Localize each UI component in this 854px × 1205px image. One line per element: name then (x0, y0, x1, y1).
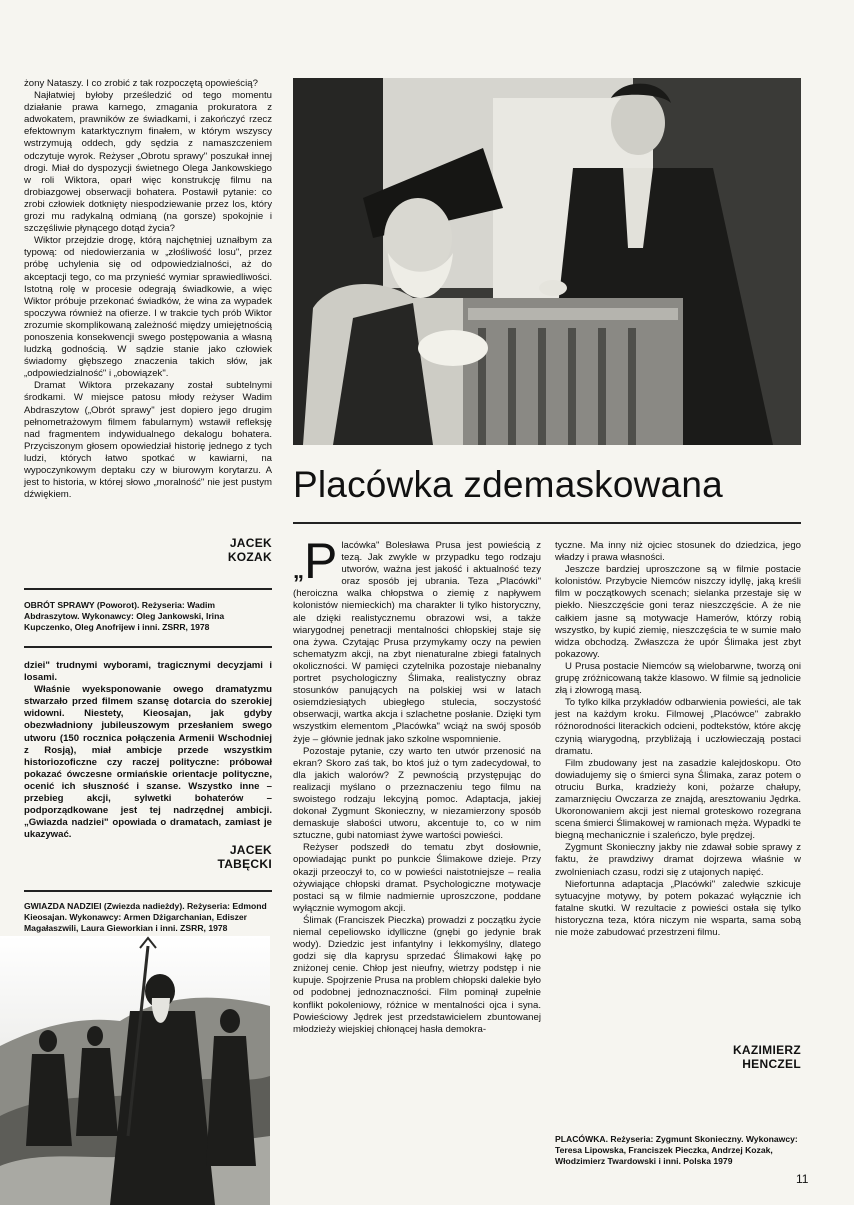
author-last-name: KOZAK (227, 550, 272, 564)
author-kazimierz-henczel (620, 1043, 801, 1071)
article-gwiazda-nadziei-text (24, 660, 272, 841)
author-jacek-tabecki (140, 843, 272, 871)
film-credits-placowka: PLACÓWKA. Reżyseria: Zygmunt Skonieczny. Wykonawcy: Teresa Lipowska, Franciszek Pieczka, Andrzej Kozak, Włodzimierz Twardowski i inni. Polska 1979 (555, 1134, 798, 1166)
paragraph: dziei" trudnymi wyborami, tragicznymi decyzjami i losami. (24, 660, 272, 684)
article-obrot-sprawy-text (24, 78, 272, 501)
dropcap-letter: P (304, 533, 338, 589)
headline-underline (293, 522, 801, 524)
paragraph: Reżyser podszedł do tematu zbyt dosłownie, opowiadając punkt po punkcie Ślimakowe dzieje. Przy okazji przeoczył to, co w powieści naistotniejsze – realia ożywiające chłopski dramat. Psychologiczne motywacje postaci są w filmie nadmiernie uproszczone, poddane wyłącznie wymogom akcji. (293, 842, 541, 914)
paragraph: Dramat Wiktora przekazany został subtelnymi środkami. W miejsce patosu młody reżyser Wadim Abdraszytow („Obrót sprawy" jest dopiero jego drugim pełnometrażowym filmem fabularnym) wstawił refleksję nad fragmentem indywidualnego dekalogu bohatera. Przyciszonym głosem opowiedział historię jednego z tych ludzi, których łatwo spotkać w kawiarni, na wypoczynkowym deptaku czy w biurowym korytarzu. A jest to historia, w której słowo „moralność" nie jest pustym dźwiękiem. (24, 380, 272, 501)
divider-credits-2-top (24, 890, 272, 892)
divider-credits-1-top (24, 588, 272, 590)
paragraph: Zygmunt Skonieczny jakby nie zdawał sobie sprawy z faktu, że prawdziwy dramat dojrzewa właśnie w zwolnieniach czasu, rodzi się z utajonych napięć. (555, 842, 801, 878)
divider-credits-1-bottom (24, 646, 272, 648)
paragraph: Film zbudowany jest na zasadzie kalejdoskopu. Oto dowiadujemy się o śmierci syna Ślimaka, zaraz potem o otruciu Burka, kradzieży koni, pożarze chałupy, zamarznięciu Owczarza ze znajdą, aresztowaniu Jędrka. Ukoronowaniem akcji jest niemal groteskowo rozegrana scena śmierci Ślimakowej w ramionach męża. Wypadki te biegną mechanicznie i szaleńczo, byle prędzej. (555, 757, 801, 842)
paragraph: U Prusa postacie Niemców są wielobarwne, tworzą oni grupę zróżnicowaną także klasowo. W filmie są jednolicie złą i złowrogą masą. (555, 660, 801, 697)
paragraph: Pozostaje pytanie, czy warto ten utwór przenosić na ekran? Skoro zaś tak, bo ktoś już o tym zadecydował, to dla jakich walorów? Z pewnością przystępując do realizacji myślano o przeznaczeniu tego filmu na swoistego rodzaju lekcyjną pomoc. Adaptacja, jakiej dokonał Zygmunt Skonieczny, w niezamierzony sposób demaskuje słabości utworu, akcentuje to, co w nim sztuczne, gubi natomiast żywe wartości powieści. (293, 745, 541, 842)
headline: Placówka zdemaskowana (293, 464, 723, 505)
author-last-name: TABĘCKI (217, 857, 272, 871)
paragraph: lacówka" Bolesława Prusa jest powieścią z tezą. Jak zwykle w przypadku tego rodzaju utworów, ważna jest jakość i aktualność tezy oraz sposób jej ubrania. Teza „Placówki" (heroiczna walka chłopstwa o ziemię z napływem kolonistów niemieckich) ma charakter li tylko historyczny, ale dzięki realistycznemu obrazowi wsi, a także wiarygodnej penetracji mentalności chłopskiej staje się ona żywa. Czytając Prusa przymykamy oczy na pewien schematyzm akcji, na zbyt nienaturalne zbiegi fatalnych okoliczności. W pamięci czytelnika pozostaje niebanalny portret psychologiczny Ślimaka, realistyczny obraz stosunków panujących na polskiej wsi w latach osiemdziesiątych ubiegłego stulecia, soczystość obserwacji, wartka akcja i szlachetne posłanie. Dzięki tym wszystkim elementom „Placówka" wciąż na swój sposób żyje – głównie jednak jako szkolne wspomnienie. (293, 540, 541, 745)
film-credits-gwiazda-nadziei: GWIAZDA NADZIEI (Zwiezda nadieżdy). Reżyseria: Edmond Kieosajan. Wykonawcy: Armen Dżigarchanian, Ediszer Magałaszwili, Laura Gieworkian i inni. ZSRR, 1978 (24, 901, 267, 933)
film-credits-obrot-sprawy: OBRÓT SPRAWY (Poworot). Reżyseria: Wadim Abdraszytow. Wykonawcy: Oleg Jankowski, Irina Kupczenko, Oleg Anofrijew i inni. ZSRR, 1978 (24, 600, 225, 632)
film-still-gwiazda-nadziei (0, 936, 270, 1205)
paragraph: Wiktor przejdzie drogę, którą najchętniej uznałbym za typową: od niedowierzania w „złośliwość losu", przez próbę uchylenia się od odpowiedzialności, aż do akceptacji tego, co ma przynieść wymiar sprawiedliwości. Istotną rolę w procesie odegrają świadkowie, a więc Wiktor próbuje przekonać świadków, że wina za wypadek spoczywa również na ofierze. I w trakcie tych prób Wiktor zrozumie skomplikowaną zależność między umiejętnością ponoszenia konsekwencji swego postępowania a własną ludzką godnością. W sądzie stanie jako człowiek świadomy głębszego znaczenia takich słów, jak „odpowiedzialność" i „obowiązek". (24, 235, 272, 380)
paragraph: tyczne. Ma inny niż ojciec stosunek do dziedzica, jego władzy i prawa własności. (555, 540, 801, 564)
article-placowka-column-1 (293, 533, 541, 1036)
dropcap-quote: „ (293, 558, 304, 583)
article-placowka-column-2 (555, 540, 801, 939)
author-jacek-kozak (140, 536, 272, 564)
paragraph: Ślimak (Franciszek Pieczka) prowadzi z początku życie niemal cepeliowsko idylliczne (gnębi go jedynie brak wody). Dziedzic jest infantylny i lekkomyślny, dlatego godzi się dla kaprysu sprzedać Ślimakowi łąkę po zniżonej cenie. Chłop jest nieufny, wietrzy podstęp i nie kupuje. Spojrzenie Prusa na problem chłopski dalekie było od podobnej jednoznaczności. Film pominął zupełnie konflikt pokoleniowy, różnice w mentalności ojca i syna. Powieściowy Jędrek jest przedstawicielem zbuntowanej młodzieży wiejskiej chłonącej hasła demokra- (293, 914, 541, 1035)
paragraph: Jeszcze bardziej uproszczone są w filmie postacie kolonistów. Przybycie Niemców niszczy idyllę, jaką kreśli film w początkowych scenach; sielanka przestaje się w piekło. Nieszczęście goni teraz nieszczęście. A że nie całkiem jasne są motywacje Hamerów, którzy robią wszystko, by kupić ziemię, nieszczęścia te w sumie mało widza obchodzą. Zwłaszcza że upór Ślimaka jest zbyt pokazowy. (555, 564, 801, 660)
author-last-name: HENCZEL (742, 1057, 801, 1071)
author-first-name: KAZIMIERZ (732, 1043, 801, 1057)
paragraph: żony Nataszy. I co zrobić z tak rozpoczętą opowieścią? (24, 78, 258, 89)
paragraph: To tylko kilka przykładów odbarwienia powieści, ale tak jest na każdym kroku. Filmowej „Placówce" zabrakło różnorodności literackich odcieni, podtekstów, które akcję czynią wiarygodną, przybliżają i uczłowieczają postaci dramatu. (555, 697, 801, 757)
paragraph: Najłatwiej byłoby prześledzić od tego momentu działanie prawa karnego, zmagania prokuratora z adwokatem, prawników ze świadkami, i zakończyć rzecz efektownym katarktycznym finałem, w którym wszyscy wstrzymują oddech, gdy sędzia z namaszczeniem odczytuje wyrok. Reżyser „Obrotu sprawy" poszukał innej drogi. Miał do dyspozycji świetnego Olega Jankowskiego w roli Wiktora, oparł więc konstrukcję filmu na drobiazgowej obserwacji bohatera. Postawił pytanie: co zrobi człowiek dotknięty niespodziewanie przez los, który grozi mu radykalną odmianą (na gorsze) spokojnie i szczęśliwie płynącego dotąd życia? (24, 90, 272, 235)
paragraph: Niefortunna adaptacja „Placówki" zaledwie szkicuje sytuacyjne motywy, by potem pokazać wyłącznie ich fatalne skutki. W rezultacie z powieści ostała się tylko historyczna teza, która niczym nie wsparta, sama sobą nie może zabudować przestrzeni filmu. (555, 878, 801, 938)
paragraph: Właśnie wyeksponowanie owego dramatyzmu stwarzało przed filmem szansę dotarcia do szerokiej widowni. Niestety, Kieosajan, jak gdyby obezwładniony jubileuszowym przesłaniem swego utworu (150 rocznica połączenia Armenii Wschodniej z Rosją), miał ambicje przede wszystkim historiozoficzne czy raczej polityczne: próbował pokazać ówczesne ormiańskie orientacje polityczne, ocenić ich słuszność i szanse. Wszystko inne – przebieg akcji, sylwetki bohaterów – podporządkowane jest tej nadrzędnej ambicji. „Gwiazda nadziei" opowiada o dramatach, zamiast je ukazywać. (24, 684, 272, 841)
page-number: 11 (796, 1172, 809, 1186)
author-first-name: JACEK (229, 536, 272, 550)
author-first-name: JACEK (229, 843, 272, 857)
film-still-placowka (293, 78, 801, 445)
